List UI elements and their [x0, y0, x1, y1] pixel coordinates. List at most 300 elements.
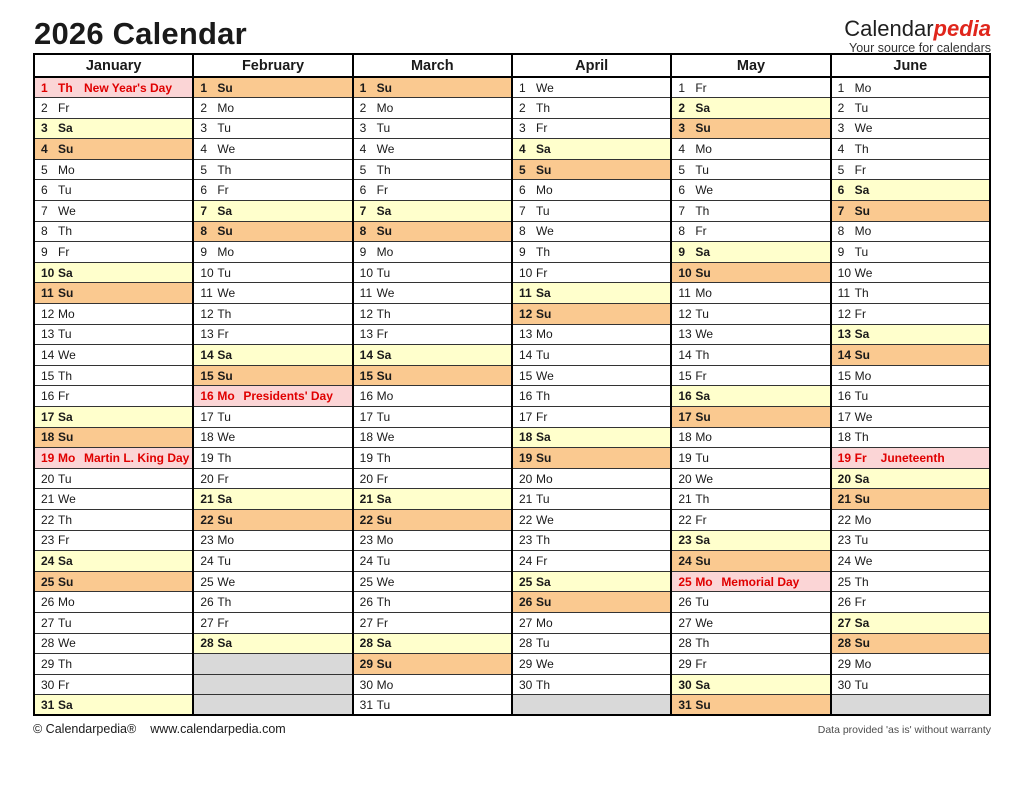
weekday-label: Mo [535, 615, 553, 630]
day-number: 16 [359, 389, 374, 404]
day-number: 20 [518, 471, 533, 486]
day-number: 21 [518, 492, 533, 507]
weekday-label: We [376, 286, 395, 301]
day-number: 24 [837, 553, 851, 568]
weekday-label: Su [695, 409, 711, 424]
weekday-label: Tu [535, 348, 550, 363]
day-number: 6 [678, 183, 685, 198]
day-row-8 [34, 221, 990, 242]
day-cell-january-21 [34, 489, 193, 510]
day-number: 14 [359, 348, 374, 363]
day-cell-march-5 [353, 159, 512, 180]
month-header-april: April [512, 54, 671, 77]
day-row-14 [34, 345, 990, 366]
day-cell-may-5 [671, 159, 830, 180]
day-number: 5 [200, 162, 208, 177]
day-number: 26 [200, 595, 214, 610]
day-cell-june-4 [831, 139, 990, 160]
weekday-label: Mo [376, 533, 394, 548]
day-cell-june-2 [831, 98, 990, 119]
day-cell-june-13 [831, 324, 990, 345]
weekday-label: Tu [217, 121, 231, 136]
weekday-label: Su [535, 595, 552, 610]
day-cell-april-3 [512, 118, 671, 139]
day-cell-june-5 [831, 159, 990, 180]
day-number: 25 [359, 574, 374, 589]
day-cell-march-6 [353, 180, 512, 201]
day-number: 11 [41, 286, 54, 301]
month-headers [34, 54, 990, 77]
weekday-label: Sa [58, 121, 73, 136]
day-number: 2 [837, 100, 845, 115]
day-cell-may-4 [671, 139, 830, 160]
day-number: 15 [837, 368, 851, 383]
weekday-label: Su [58, 430, 74, 445]
day-cell-february-17 [193, 407, 352, 428]
day-cell-may-11 [671, 283, 830, 304]
day-number: 27 [678, 615, 692, 630]
weekday-label: We [217, 574, 236, 589]
weekday-label: Fr [535, 409, 548, 424]
weekday-label: Fr [376, 471, 388, 486]
day-cell-february-6 [193, 180, 352, 201]
footer-disclaimer: Data provided 'as is' without warranty [817, 724, 991, 737]
day-number: 29 [518, 656, 533, 671]
weekday-label: Su [217, 224, 233, 239]
weekday-label: Su [217, 80, 233, 95]
day-number: 25 [41, 574, 55, 589]
day-cell-february-11 [193, 283, 352, 304]
day-cell-april-24 [512, 551, 671, 572]
day-cell-june-15 [831, 365, 990, 386]
weekday-label: Th [695, 636, 710, 651]
weekday-label: Th [58, 80, 73, 95]
weekday-label: Fr [217, 615, 229, 630]
day-number: 8 [359, 224, 367, 239]
day-number: 29 [837, 656, 851, 671]
weekday-label: We [58, 203, 76, 218]
weekday-label: Mo [376, 245, 394, 260]
weekday-label: Tu [695, 306, 709, 321]
day-cell-january-11 [34, 283, 193, 304]
day-number: 31 [678, 697, 692, 712]
day-number: 16 [837, 389, 851, 404]
day-cell-april-1 [512, 77, 671, 98]
day-number: 8 [41, 224, 48, 239]
day-number: 22 [41, 512, 55, 527]
day-cell-february-8 [193, 221, 352, 242]
day-number: 25 [200, 574, 214, 589]
weekday-label: Fr [695, 80, 707, 95]
weekday-label: Mo [376, 677, 394, 692]
day-cell-march-30 [353, 674, 512, 695]
day-cell-may-20 [671, 468, 830, 489]
day-row-23 [34, 530, 990, 551]
weekday-label: Sa [854, 471, 870, 486]
day-number: 4 [359, 142, 367, 157]
holiday-label: Martin L. King Day [84, 450, 190, 465]
day-cell-february-13 [193, 324, 352, 345]
weekday-label: Tu [535, 636, 550, 651]
day-number: 18 [359, 430, 374, 445]
day-row-15 [34, 365, 990, 386]
weekday-label: Fr [58, 677, 70, 692]
day-cell-march-18 [353, 427, 512, 448]
weekday-label: Mo [695, 430, 712, 445]
day-cell-may-30 [671, 674, 830, 695]
logo-tagline: Your source for calendars [849, 41, 991, 56]
day-number: 9 [200, 245, 208, 260]
weekday-label: Su [535, 306, 552, 321]
day-number: 21 [837, 492, 851, 507]
day-number: 27 [518, 615, 533, 630]
holiday-label: Juneteenth [880, 450, 945, 465]
weekday-label: Sa [217, 636, 233, 651]
weekday-label: Fr [58, 245, 70, 260]
weekday-label: Fr [58, 533, 70, 548]
calendar-body [34, 77, 990, 715]
day-cell-may-24 [671, 551, 830, 572]
day-number: 28 [837, 636, 851, 651]
weekday-label: We [535, 80, 554, 95]
day-number: 23 [200, 533, 214, 548]
day-row-20 [34, 468, 990, 489]
day-cell-april-25 [512, 571, 671, 592]
empty-cell-february-row29 [193, 654, 352, 675]
day-cell-january-19 [34, 448, 193, 469]
day-cell-january-3 [34, 118, 193, 139]
weekday-label: Mo [217, 100, 234, 115]
day-number: 26 [41, 595, 55, 610]
weekday-label: Mo [58, 306, 75, 321]
day-number: 18 [200, 430, 214, 445]
weekday-label: Sa [854, 183, 870, 198]
day-number: 2 [518, 100, 526, 115]
day-cell-june-14 [831, 345, 990, 366]
day-number: 28 [41, 636, 55, 651]
day-row-4 [34, 139, 990, 160]
day-number: 7 [678, 203, 685, 218]
day-number: 9 [518, 245, 526, 260]
day-cell-march-4 [353, 139, 512, 160]
day-cell-june-18 [831, 427, 990, 448]
day-number: 13 [518, 327, 533, 342]
day-cell-march-31 [353, 695, 512, 716]
weekday-label: We [854, 265, 873, 280]
day-number: 19 [837, 450, 851, 465]
weekday-label: Tu [535, 203, 550, 218]
weekday-label: Mo [376, 389, 394, 404]
weekday-label: Su [695, 697, 711, 712]
day-number: 28 [518, 636, 533, 651]
day-number: 3 [837, 121, 845, 136]
day-cell-january-6 [34, 180, 193, 201]
weekday-label: Th [58, 368, 73, 383]
day-number: 18 [518, 430, 533, 445]
weekday-label: Fr [695, 512, 707, 527]
day-cell-april-27 [512, 612, 671, 633]
weekday-label: Tu [535, 492, 550, 507]
logo-wordmark [844, 17, 991, 40]
weekday-label: Sa [58, 553, 73, 568]
weekday-label: Th [854, 574, 869, 589]
day-cell-february-3 [193, 118, 352, 139]
day-cell-june-6 [831, 180, 990, 201]
weekday-label: Tu [58, 615, 72, 630]
day-number: 23 [518, 533, 533, 548]
weekday-label: Mo [535, 471, 553, 486]
weekday-label: We [58, 348, 76, 363]
day-cell-january-29 [34, 654, 193, 675]
day-number: 12 [359, 306, 374, 321]
day-number: 6 [200, 183, 208, 198]
weekday-label: Fr [376, 327, 388, 342]
weekday-label: Th [695, 348, 710, 363]
day-cell-february-24 [193, 551, 352, 572]
day-cell-april-30 [512, 674, 671, 695]
weekday-label: Tu [695, 595, 709, 610]
day-number: 27 [837, 615, 851, 630]
day-number: 12 [41, 306, 55, 321]
day-number: 12 [200, 306, 214, 321]
day-cell-march-7 [353, 201, 512, 222]
day-cell-february-18 [193, 427, 352, 448]
day-cell-february-16 [193, 386, 352, 407]
day-number: 17 [359, 409, 374, 424]
day-cell-may-12 [671, 304, 830, 325]
weekday-label: Tu [58, 327, 72, 342]
weekday-label: We [854, 409, 873, 424]
day-cell-january-1 [34, 77, 193, 98]
day-cell-june-21 [831, 489, 990, 510]
day-number: 2 [200, 100, 208, 115]
weekday-label: We [535, 224, 554, 239]
day-cell-february-21 [193, 489, 352, 510]
weekday-label: Sa [695, 533, 710, 548]
day-row-30 [34, 674, 990, 695]
day-number: 1 [678, 80, 685, 95]
weekday-label: Fr [376, 615, 388, 630]
weekday-label: Tu [217, 553, 231, 568]
day-cell-april-14 [512, 345, 671, 366]
day-number: 25 [678, 574, 692, 589]
weekday-label: Tu [217, 265, 231, 280]
day-number: 4 [41, 142, 48, 157]
day-number: 19 [678, 450, 692, 465]
weekday-label: Tu [695, 162, 709, 177]
day-number: 19 [200, 450, 214, 465]
weekday-label: We [217, 430, 236, 445]
day-number: 5 [359, 162, 367, 177]
day-number: 20 [41, 471, 55, 486]
month-header-row [34, 54, 990, 77]
weekday-label: We [854, 121, 873, 136]
day-cell-march-19 [353, 448, 512, 469]
day-cell-march-16 [353, 386, 512, 407]
day-number: 21 [200, 492, 214, 507]
day-number: 9 [678, 245, 685, 260]
day-number: 3 [41, 121, 48, 136]
day-cell-april-10 [512, 262, 671, 283]
day-cell-april-5 [512, 159, 671, 180]
day-number: 20 [837, 471, 851, 486]
weekday-label: Su [695, 265, 711, 280]
day-cell-march-25 [353, 571, 512, 592]
day-number: 29 [359, 656, 374, 671]
weekday-label: Fr [695, 368, 707, 383]
weekday-label: Fr [58, 389, 70, 404]
weekday-label: Sa [535, 574, 551, 589]
day-cell-february-14 [193, 345, 352, 366]
page-footer [33, 722, 991, 736]
day-cell-may-13 [671, 324, 830, 345]
weekday-label: Sa [854, 615, 870, 630]
day-number: 6 [837, 183, 845, 198]
day-number: 26 [837, 595, 851, 610]
day-cell-april-29 [512, 654, 671, 675]
day-number: 14 [837, 348, 851, 363]
day-number: 27 [359, 615, 374, 630]
day-number: 14 [678, 348, 692, 363]
weekday-label: Su [695, 553, 711, 568]
day-number: 27 [200, 615, 214, 630]
day-row-26 [34, 592, 990, 613]
empty-cell-april-row31 [512, 695, 671, 716]
day-cell-april-20 [512, 468, 671, 489]
day-number: 4 [837, 142, 845, 157]
weekday-label: Su [854, 203, 870, 218]
day-cell-may-18 [671, 427, 830, 448]
day-number: 13 [200, 327, 214, 342]
weekday-label: Tu [376, 697, 391, 712]
day-number: 18 [837, 430, 851, 445]
weekday-label: Th [58, 656, 73, 671]
day-cell-april-17 [512, 407, 671, 428]
day-cell-january-20 [34, 468, 193, 489]
month-header-march: March [353, 54, 512, 77]
day-cell-march-14 [353, 345, 512, 366]
weekday-label: Th [376, 595, 391, 610]
day-number: 7 [200, 203, 208, 218]
day-cell-june-26 [831, 592, 990, 613]
weekday-label: Sa [58, 265, 73, 280]
calendarpedia-logo [844, 17, 991, 55]
weekday-label: Th [217, 162, 232, 177]
weekday-label: Tu [376, 409, 391, 424]
day-cell-february-20 [193, 468, 352, 489]
day-cell-february-22 [193, 509, 352, 530]
day-number: 19 [518, 450, 533, 465]
weekday-label: We [535, 656, 554, 671]
day-number: 20 [678, 471, 692, 486]
weekday-label: Fr [217, 327, 229, 342]
day-number: 28 [678, 636, 692, 651]
day-cell-february-27 [193, 612, 352, 633]
day-cell-march-21 [353, 489, 512, 510]
day-cell-april-22 [512, 509, 671, 530]
day-row-5 [34, 159, 990, 180]
day-number: 24 [678, 553, 692, 568]
weekday-label: Th [376, 450, 391, 465]
day-number: 2 [41, 100, 48, 115]
day-number: 13 [359, 327, 374, 342]
day-cell-march-28 [353, 633, 512, 654]
month-header-january: January [34, 54, 193, 77]
day-cell-june-27 [831, 612, 990, 633]
weekday-label: Sa [695, 677, 710, 692]
day-cell-june-28 [831, 633, 990, 654]
day-cell-may-27 [671, 612, 830, 633]
day-number: 30 [678, 677, 692, 692]
day-cell-april-9 [512, 242, 671, 263]
weekday-label: Sa [217, 492, 233, 507]
day-number: 6 [518, 183, 526, 198]
weekday-label: Sa [535, 286, 551, 301]
day-number: 17 [837, 409, 851, 424]
day-cell-january-16 [34, 386, 193, 407]
day-row-2 [34, 98, 990, 119]
weekday-label: Sa [854, 327, 870, 342]
weekday-label: Mo [854, 368, 872, 383]
day-number: 22 [200, 512, 214, 527]
day-number: 21 [41, 492, 55, 507]
day-row-24 [34, 551, 990, 572]
holiday-label: Presidents' Day [243, 389, 333, 404]
month-header-may: May [671, 54, 830, 77]
weekday-label: We [217, 286, 236, 301]
day-cell-january-24 [34, 551, 193, 572]
day-number: 5 [41, 162, 48, 177]
day-number: 12 [837, 306, 851, 321]
day-number: 17 [678, 409, 692, 424]
day-cell-may-6 [671, 180, 830, 201]
day-row-27 [34, 612, 990, 633]
day-number: 7 [518, 203, 526, 218]
day-number: 16 [518, 389, 533, 404]
day-number: 9 [359, 245, 367, 260]
day-cell-may-29 [671, 654, 830, 675]
weekday-label: Su [854, 348, 870, 363]
logo-text-calendar: Calendar [844, 16, 934, 41]
day-cell-january-5 [34, 159, 193, 180]
day-row-3 [34, 118, 990, 139]
day-cell-january-23 [34, 530, 193, 551]
weekday-label: We [695, 471, 714, 486]
day-cell-january-10 [34, 262, 193, 283]
weekday-label: Th [695, 203, 710, 218]
day-number: 3 [678, 121, 685, 136]
weekday-label: Sa [695, 100, 710, 115]
day-number: 20 [359, 471, 374, 486]
weekday-label: Tu [58, 183, 72, 198]
weekday-label: Th [535, 533, 550, 548]
day-number: 22 [359, 512, 374, 527]
day-cell-april-12 [512, 304, 671, 325]
day-number: 11 [359, 286, 373, 301]
day-number: 19 [359, 450, 374, 465]
empty-cell-june-row31 [831, 695, 990, 716]
day-number: 22 [837, 512, 851, 527]
day-cell-march-11 [353, 283, 512, 304]
day-cell-may-21 [671, 489, 830, 510]
day-cell-february-19 [193, 448, 352, 469]
day-cell-march-2 [353, 98, 512, 119]
day-cell-may-31 [671, 695, 830, 716]
day-cell-may-16 [671, 386, 830, 407]
day-number: 10 [518, 265, 533, 280]
day-number: 20 [200, 471, 214, 486]
weekday-label: Tu [854, 533, 869, 548]
